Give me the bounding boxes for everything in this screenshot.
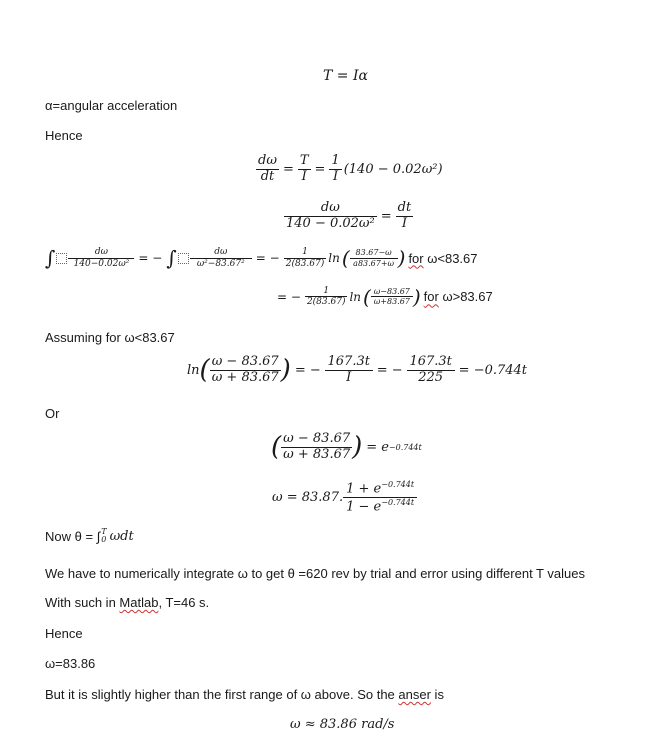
placeholder-box-icon [178, 253, 189, 264]
ln-label: ln [349, 289, 362, 304]
frac-denominator: ω + 83.67 [283, 446, 351, 462]
frac-numerator: 83.67−ω [350, 248, 398, 258]
integral-lower-limit: 0 [101, 535, 107, 544]
frac-numerator: ω−83.67 [371, 287, 413, 297]
matlab-post: , T=46 s. [158, 595, 210, 610]
theta-prefix: Now θ = ∫ [45, 528, 101, 544]
frac-denominator: dt [260, 168, 275, 184]
conclusion-pre: But it is slightly higher than the first range of ω above. So the [45, 687, 399, 702]
frac-numerator: T [299, 153, 309, 168]
paragraph-conclusion [45, 687, 444, 702]
frac-denominator: I [346, 369, 352, 385]
torque-equation: T = Iα [323, 68, 368, 84]
right-paren: ) [280, 355, 291, 386]
frac-numerator: dω [258, 153, 277, 168]
right-paren: ) [352, 432, 363, 463]
hence-label: Hence [45, 128, 83, 143]
left-paren: ( [363, 284, 371, 309]
left-paren: ( [199, 355, 210, 386]
frac-denominator: 2(83.67) [306, 297, 346, 308]
ln-label: ln [328, 251, 340, 265]
equation-integral-alt: = − $\frac{1}{2(83.67)}$ ln ( $\frac{\omega-83.67}{\omega+83.67}$ ) for ω>83.67 [277, 284, 493, 309]
frac-denominator: ω+83.67 [373, 297, 410, 307]
frac-denominator: a83.67+ω [353, 258, 395, 268]
equation-exponential: ( $\frac{\omega - 83.67}{\omega + 83.67}$ ) = e −0.744t [271, 431, 422, 463]
integral-sign: ∫ [45, 246, 56, 270]
frac-denominator: I [401, 215, 407, 231]
equation-integral: ∫ $\frac{d\omega}{\text{140−0.02ω²}}$ = − ∫ $\frac{d\omega}{\text{ω²−83.67²}}$ = − $\frac{1}{2(83.67)}$ ln ( $\frac{83.67-\omega}{a83.67+\omega}$ ) for ω<83.67 [45, 246, 478, 270]
condition-text: ω>83.67 [442, 289, 493, 305]
now-theta-line [45, 528, 134, 544]
integral-upper-limit: T [101, 527, 107, 536]
matlab-pre: With such in [45, 595, 120, 610]
conclusion-post: is [430, 687, 444, 702]
exp-power: −0.744t [381, 480, 415, 489]
ln-label: ln [187, 362, 200, 378]
equation-separation: $\frac{d\omega}{\text{140 − 0.02ω²}}$ = $\frac{dt}{I}$ [286, 200, 412, 231]
right-paren: ) [412, 284, 421, 309]
assuming-text: Assuming for ω<83.67 [45, 330, 175, 345]
integral-sign: ∫ [166, 246, 177, 270]
frac-denominator: I [301, 168, 307, 184]
left-paren: ( [341, 246, 350, 270]
frac-denominator: 2(83.67) [285, 258, 325, 269]
frac-numerator: 1 [305, 286, 348, 297]
matlab-word: Matlab [119, 595, 159, 610]
condition-for-word: for [423, 289, 439, 305]
equation-log: ln ( $\frac{\omega - 83.67}{\omega + 83.67}$ ) = − $\frac{167.3t}{I}$ = − $\frac{167.3t}{225}$ = −0.744t [187, 354, 528, 386]
frac-numerator: 167.3t [407, 355, 455, 371]
omega-lhs: ω = 83.87. [272, 490, 344, 506]
equation-expression: (140 − 0.02ω²) [343, 161, 443, 177]
frac-numerator: dω [284, 201, 377, 217]
or-label: Or [45, 406, 60, 421]
paragraph-matlab [45, 595, 209, 610]
frac-denominator: ω + 83.67 [211, 369, 279, 385]
equation-dw-dt: $\frac{d\omega}{dt}$ = $\frac{T}{I}$ = $\frac{1}{I}$ (140 − 0.02ω²) [258, 153, 443, 184]
frac-numerator: 1 [284, 247, 327, 258]
condition-text: ω<83.67 [427, 250, 478, 266]
frac-numerator: 1 [331, 153, 340, 168]
final-answer: ω ≈ 83.86 rad/s [290, 717, 395, 732]
frac-denominator: 140 − 0.02ω² [286, 215, 375, 231]
omega-value: ω=83.86 [45, 656, 96, 671]
equation-result: = −0.744t [458, 362, 528, 378]
equation-omega [272, 480, 417, 516]
left-paren: ( [271, 432, 282, 463]
frac-numerator: dt [397, 200, 412, 215]
frac-numerator: dω [68, 247, 134, 258]
frac-numerator: dω [190, 247, 252, 258]
frac-numerator: 1 + e [346, 481, 382, 497]
frac-numerator: ω − 83.67 [283, 431, 351, 446]
exp-base: e [381, 439, 389, 455]
frac-denominator: 140−0.02ω² [73, 258, 130, 269]
exp-power: −0.744t [381, 498, 415, 508]
frac-denominator: ω²−83.67² [196, 258, 245, 269]
frac-denominator: 1 − e [346, 499, 382, 515]
frac-numerator: 167.3t [325, 355, 373, 371]
conclusion-word: anser [398, 687, 431, 702]
paragraph-numerical: We have to numerically integrate ω to get θ =620 rev by trial and error using different T values [45, 566, 585, 581]
condition-for-word: for [408, 250, 424, 266]
exp-power: −0.744t [388, 442, 422, 452]
placeholder-box-icon [56, 253, 67, 264]
right-paren: ) [397, 246, 406, 270]
hence-label-2: Hence [45, 626, 83, 641]
integrand: ωdt [109, 528, 134, 544]
alpha-definition: α=angular acceleration [45, 98, 178, 113]
frac-denominator: I [332, 168, 339, 184]
frac-denominator: 225 [418, 369, 444, 385]
frac-numerator: ω − 83.67 [211, 354, 279, 369]
